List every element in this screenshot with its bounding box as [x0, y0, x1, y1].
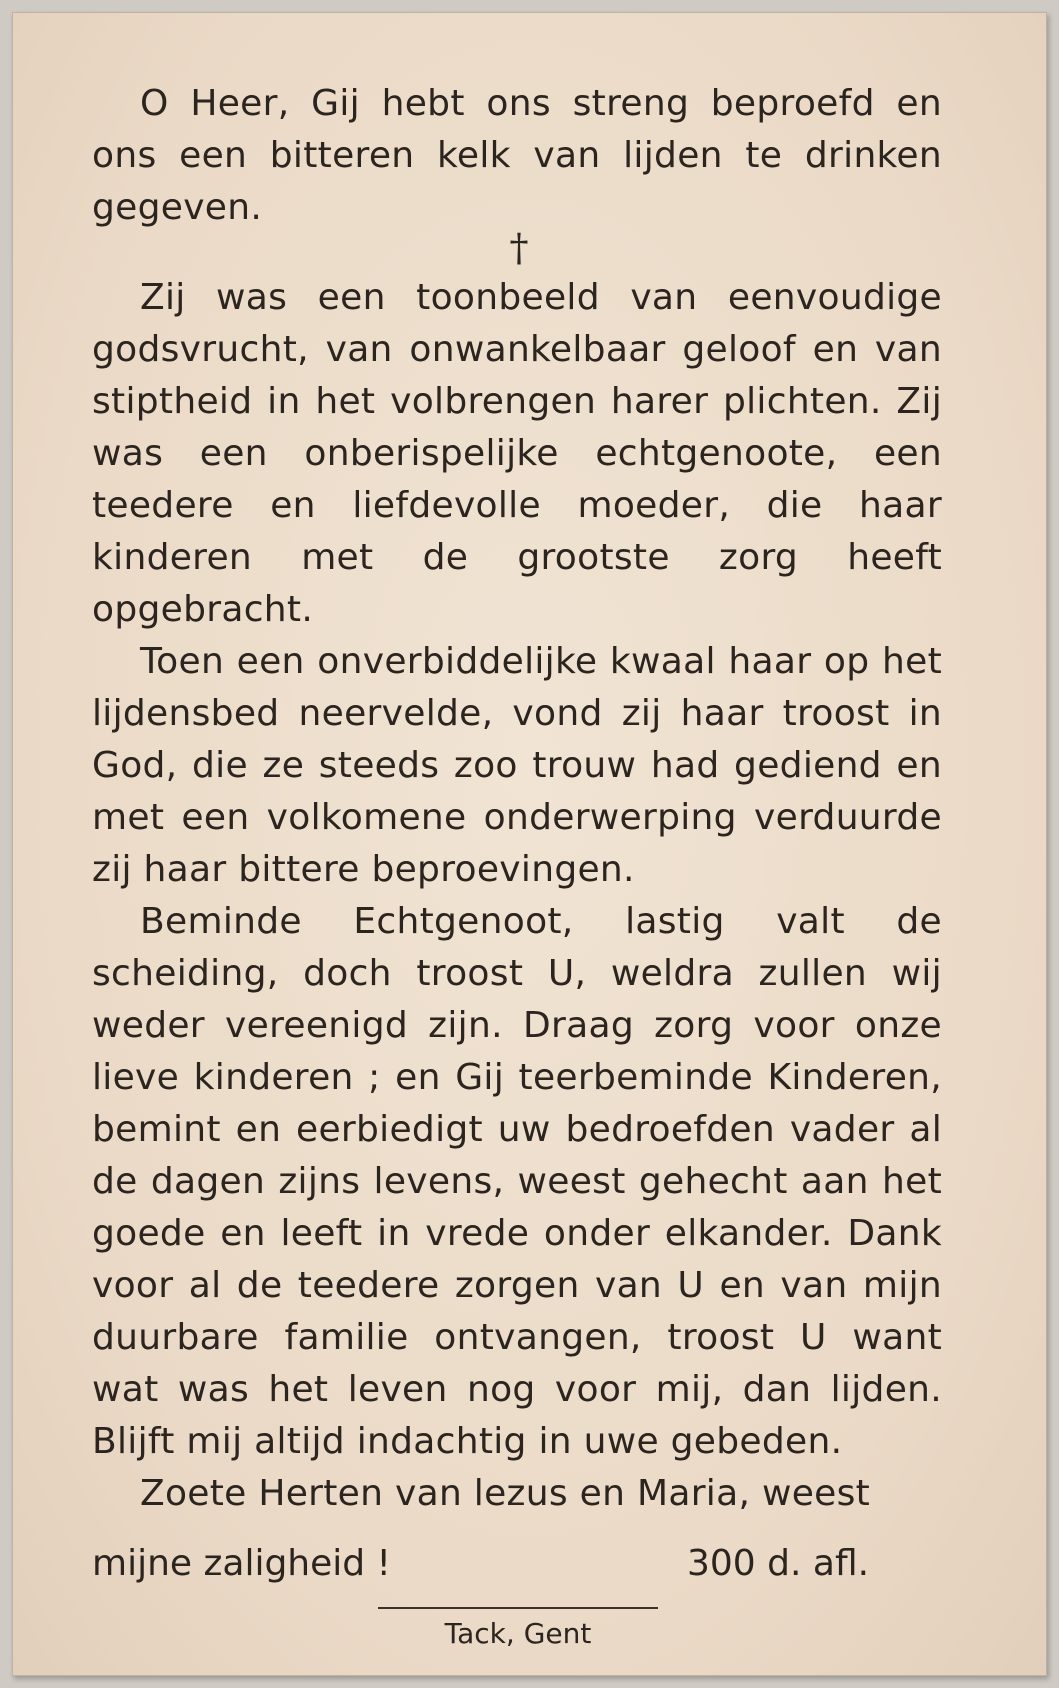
- paragraph-farewell: Beminde Echtgenoot, lastig valt de scheiding, doch troost U, weldra zullen wij weder vereenigd zijn. Draag zorg voor onze lieve kinderen ; en Gij teerbeminde Kinderen, bemint en eerbiedigt uw bedroefden vader al de dagen zijns levens, weest gehecht aan het goede en leeft in vrede onder elkander. Dank voor al de teedere zorgen van U en van mijn duurbare familie ontvangen, troost U want wat was het leven nog voor mij, dan lijden. Blijft mij altijd indachtig in uwe gebeden.: [92, 901, 942, 1462]
- intro-text-block: [92, 78, 942, 234]
- intro-paragraph: O Heer, Gij hebt ons streng beproefd en ons een bitteren kelk van lijden te drinken gegeven.: [92, 83, 942, 228]
- closing-line: mijne zaligheid !: [92, 1543, 391, 1584]
- paragraph-prayer: Zoete Herten van lezus en Maria, weest: [140, 1473, 871, 1514]
- indulgence-note: 300 d. afl.: [687, 1543, 870, 1584]
- printer-imprint: Tack, Gent: [444, 1617, 592, 1650]
- paragraph-illness: Toen een onverbiddelijke kwaal haar op het lijdensbed neervelde, vond zij haar troost in God, die ze steeds zoo trouw had gediend en met een volkomene onderwerping verduurde zij haar bittere beproevingen.: [92, 641, 942, 890]
- paragraph-virtues: Zij was een toonbeeld van eenvoudige godsvrucht, van onwankelbaar geloof en van stiptheid in het volbrengen harer plichten. Zij was een onberispelijke echtgenoote, een teedere en liefdevolle moeder, die haar kinderen met de grootste zorg heeft opgebracht.: [92, 277, 942, 630]
- divider-rule: [378, 1607, 658, 1609]
- cross-icon: †: [509, 226, 529, 270]
- body-text-block: [92, 272, 942, 1520]
